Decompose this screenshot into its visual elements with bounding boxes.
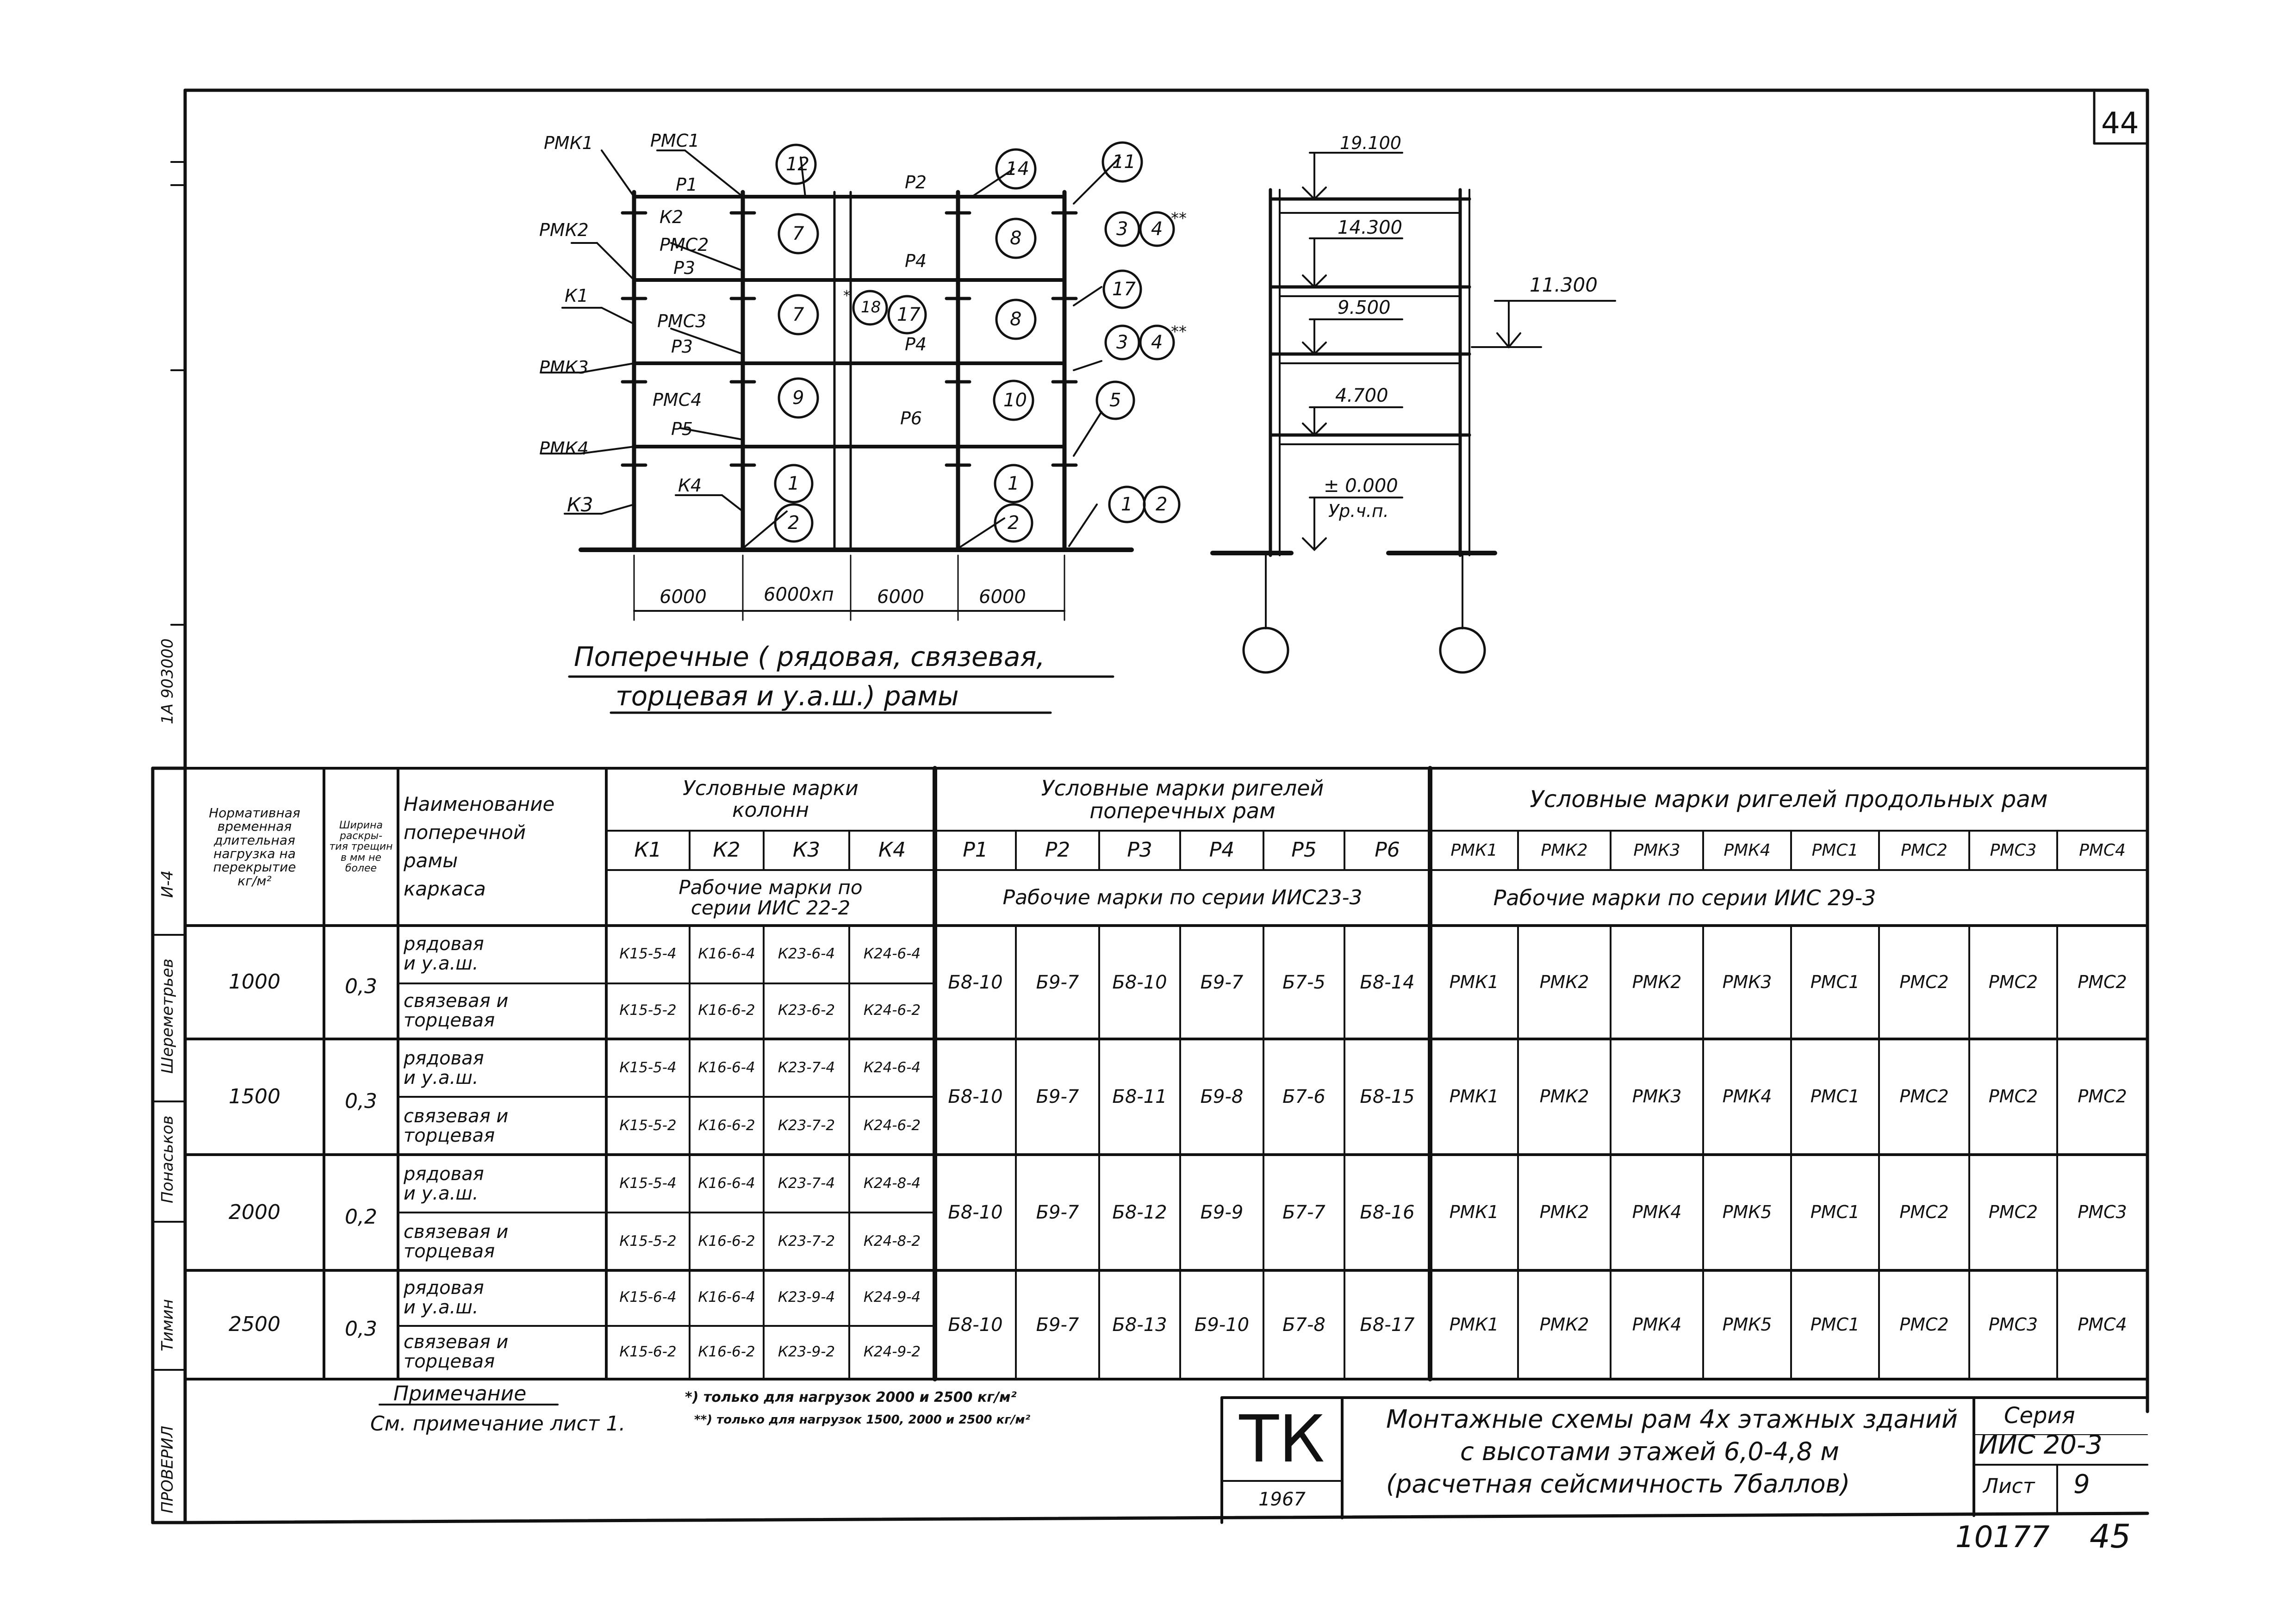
frame-title-line1: Поперечные ( рядовая, связевая,	[574, 641, 1045, 672]
archive-number: 10177	[1955, 1520, 2050, 1555]
column-mark: К15-6-4	[619, 1289, 677, 1306]
column-mark: К24-8-2	[863, 1233, 921, 1250]
cross-beam-mark: Б8-10	[948, 971, 1003, 993]
cross-beam-mark: Б9-10	[1194, 1314, 1250, 1336]
crack-width: 0,3	[345, 975, 377, 999]
header-long: РМС2	[1901, 840, 1948, 860]
circle-number: 1	[1008, 473, 1020, 494]
column-mark: К24-9-2	[863, 1343, 921, 1360]
header-long: РМС1	[1811, 840, 1859, 860]
notes-title: Примечание	[393, 1382, 527, 1405]
notes-star1: *) только для нагрузок 2000 и 2500 кг/м²	[685, 1389, 1017, 1405]
sidebar-text-c: Понаськов	[158, 1115, 177, 1203]
label-p5: Р5	[671, 419, 693, 439]
cross-beam-mark: Б8-13	[1112, 1314, 1167, 1336]
notes-line1: См. примечание лист 1.	[370, 1412, 626, 1436]
circle-number: 7	[792, 304, 804, 325]
column-mark: К24-6-4	[863, 1059, 921, 1076]
column-mark: К16-6-2	[698, 1233, 755, 1250]
notes-star2: **) только для нагрузок 1500, 2000 и 2500 кг/м²	[694, 1413, 1030, 1427]
long-beam-mark: РМС2	[1988, 1202, 2038, 1223]
column-mark: К23-7-4	[778, 1175, 835, 1192]
long-beam-mark: РМК1	[1449, 1086, 1499, 1107]
label-star2a: **	[1171, 209, 1187, 228]
long-beam-mark: РМС2	[1899, 1202, 1949, 1223]
level-mark: 19.100	[1340, 133, 1401, 153]
section-drawing	[1213, 190, 1495, 628]
cross-beam-mark: Б9-7	[1200, 971, 1244, 993]
tk-logo: ТК	[1239, 1401, 1325, 1477]
label-rmc3: РМС3	[657, 311, 707, 331]
frame-name: связевая и торцевая	[404, 990, 509, 1031]
header-load: Нормативная временная длительная нагрузка на перекрытие кг/м²	[209, 805, 300, 889]
label-rmk3: РМК3	[539, 357, 589, 378]
cross-beam-mark: Б9-8	[1200, 1086, 1244, 1107]
circle-number: 3	[1116, 332, 1128, 353]
span-dimension: 6000	[979, 586, 1026, 608]
sheet-value: 9	[2073, 1469, 2090, 1499]
level-mark: 14.300	[1338, 217, 1402, 238]
header-long: РМС3	[1990, 840, 2037, 860]
circle-number: 3	[1116, 218, 1128, 240]
cross-beam-mark: Б9-7	[1036, 971, 1079, 993]
circle-number: 8	[1010, 309, 1022, 330]
column-mark: К15-5-4	[619, 1059, 677, 1076]
column-mark: К15-6-2	[619, 1343, 677, 1360]
cross-beam-mark: Б8-10	[1112, 971, 1167, 993]
header-cross-series: Рабочие марки по серии ИИС23-3	[1002, 885, 1363, 909]
cross-beam-mark: Б7-5	[1282, 971, 1325, 993]
frame-name: рядовая и у.а.ш.	[404, 1277, 484, 1318]
circle-number: 2	[1156, 494, 1168, 515]
level-mark: Ур.ч.п.	[1328, 501, 1389, 521]
frame-drawing	[569, 192, 1132, 713]
label-k4: К4	[678, 475, 702, 496]
corner-sheet-number: 44	[2101, 106, 2139, 141]
level-mark: 4.700	[1335, 385, 1388, 406]
long-beam-mark: РМК4	[1722, 1086, 1772, 1107]
sidebar-text-top: 1А 903000	[158, 638, 177, 724]
column-mark: К15-5-2	[619, 1233, 677, 1250]
load-value: 1500	[229, 1084, 280, 1108]
header-cross: Р6	[1375, 838, 1400, 862]
circle-number: 4	[1151, 332, 1163, 353]
column-mark: К16-6-4	[698, 945, 755, 962]
header-col: К2	[713, 838, 740, 862]
cross-beam-mark: Б8-16	[1360, 1202, 1415, 1223]
header-cross: Р2	[1045, 838, 1070, 862]
column-mark: К23-6-2	[778, 1002, 835, 1019]
crack-width: 0,2	[345, 1205, 377, 1229]
label-rmk2: РМК2	[539, 220, 589, 240]
long-beam-mark: РМК2	[1539, 971, 1589, 992]
circle-number: 12	[786, 154, 809, 175]
long-beam-mark: РМС3	[2078, 1202, 2127, 1223]
long-beam-mark: РМС1	[1810, 971, 1860, 992]
column-mark: К23-7-2	[778, 1233, 835, 1250]
level-mark: 9.500	[1338, 297, 1391, 318]
column-mark: К24-9-4	[863, 1289, 921, 1306]
frame-name: рядовая и у.а.ш.	[404, 1047, 484, 1088]
long-beam-mark: РМС2	[1899, 1086, 1949, 1107]
label-p3a: Р3	[673, 258, 696, 278]
series-value: ИИС 20-3	[1979, 1430, 2103, 1460]
column-mark: К24-8-4	[863, 1175, 921, 1192]
column-mark: К15-5-2	[619, 1002, 677, 1019]
circle-number: 4	[1151, 218, 1163, 240]
long-beam-mark: РМК2	[1539, 1086, 1589, 1107]
cross-beam-mark: Б8-10	[948, 1202, 1003, 1223]
sidebar-text-d: Тимин	[158, 1299, 177, 1351]
long-beam-mark: РМК5	[1722, 1202, 1772, 1223]
sidebar-text-b: Шереметрьев	[158, 958, 177, 1074]
circle-number: 1	[788, 473, 800, 494]
span-dimension: 6000	[660, 586, 707, 608]
header-crack: Ширина раскры- тия трещин в мм не более	[329, 820, 393, 874]
tk-year: 1967	[1258, 1489, 1306, 1510]
frame-name: связевая и торцевая	[404, 1331, 509, 1373]
circle-number: 7	[792, 223, 804, 244]
long-beam-mark: РМК1	[1449, 1314, 1499, 1335]
circle-number: 8	[1010, 228, 1022, 249]
header-long: РМК2	[1541, 840, 1588, 860]
cross-beam-mark: Б8-15	[1360, 1086, 1415, 1107]
label-p4b: Р4	[905, 334, 927, 354]
label-k2: К2	[660, 207, 684, 227]
label-star2b: **	[1171, 323, 1187, 341]
long-beam-mark: РМС3	[1988, 1314, 2038, 1335]
circle-number: 17	[1112, 279, 1136, 300]
long-beam-mark: РМК4	[1632, 1314, 1682, 1335]
column-mark: К16-6-4	[698, 1289, 755, 1306]
cross-beam-mark: Б8-10	[948, 1314, 1003, 1336]
circle-number: 18	[861, 298, 881, 317]
label-p2: Р2	[905, 172, 927, 193]
crack-width: 0,3	[345, 1317, 377, 1341]
title-line1: Монтажные схемы рам 4х этажных зданий	[1386, 1405, 1958, 1434]
header-col: К3	[792, 838, 821, 862]
cross-beam-mark: Б8-12	[1112, 1202, 1167, 1223]
circle-number: 14	[1006, 158, 1029, 180]
long-beam-mark: РМС2	[2078, 1086, 2127, 1107]
long-beam-mark: РМК2	[1539, 1314, 1589, 1335]
long-beam-mark: РМК1	[1449, 971, 1499, 992]
load-value: 1000	[229, 970, 280, 994]
label-rmc1: РМС1	[650, 131, 700, 151]
long-beam-mark: РМК2	[1539, 1202, 1589, 1223]
column-mark: К23-6-4	[778, 945, 835, 962]
frame-name: связевая и торцевая	[404, 1105, 509, 1146]
cross-beam-mark: Б8-17	[1360, 1314, 1415, 1336]
cross-beam-mark: Б8-10	[948, 1086, 1003, 1107]
cross-beam-mark: Б7-7	[1282, 1202, 1325, 1223]
column-mark: К24-6-2	[863, 1117, 921, 1134]
long-beam-mark: РМК3	[1632, 1086, 1682, 1107]
column-mark: К16-6-4	[698, 1059, 755, 1076]
header-columns-title: Условные марки колонн	[683, 777, 859, 822]
label-p4a: Р4	[905, 251, 927, 271]
circle-number: 17	[897, 304, 921, 325]
header-cross: Р1	[963, 838, 988, 862]
column-mark: К15-5-4	[619, 1175, 677, 1192]
header-cross: Р3	[1127, 838, 1152, 862]
column-mark: К23-7-4	[778, 1059, 835, 1076]
column-mark: К16-6-2	[698, 1117, 755, 1134]
label-rmc2: РМС2	[660, 235, 709, 255]
circle-number: 11	[1112, 151, 1136, 173]
cross-beam-mark: Б7-8	[1282, 1314, 1325, 1336]
column-mark: К15-5-2	[619, 1117, 677, 1134]
cross-beam-mark: Б8-11	[1112, 1086, 1167, 1107]
title-line3: (расчетная сейсмичность 7баллов)	[1386, 1469, 1850, 1499]
header-col: К4	[878, 838, 906, 862]
column-mark: К23-7-2	[778, 1117, 835, 1134]
series-label: Серия	[2004, 1403, 2075, 1429]
label-rmk1: РМК1	[544, 133, 593, 153]
circle-number: 10	[1003, 390, 1027, 411]
span-dimension: 6000хп	[764, 584, 834, 605]
cross-beam-mark: Б9-7	[1036, 1314, 1079, 1336]
long-beam-mark: РМС4	[2078, 1314, 2127, 1335]
long-beam-mark: РМС1	[1810, 1314, 1860, 1335]
sidebar-text-e: ПРОВЕРИЛ	[158, 1425, 177, 1513]
cross-beam-mark: Б9-7	[1036, 1086, 1079, 1107]
label-rmk4: РМК4	[539, 438, 589, 459]
circle-number: 1	[1121, 494, 1133, 515]
label-p6: Р6	[900, 408, 922, 429]
label-star1: *	[843, 288, 850, 304]
frame-name: связевая и торцевая	[404, 1221, 509, 1262]
header-cross: Р5	[1291, 838, 1317, 862]
header-frame-name: Наименование поперечной рамы каркаса	[404, 793, 555, 900]
header-long: РМК1	[1450, 840, 1498, 860]
label-rmc4: РМС4	[653, 390, 702, 410]
column-mark: К24-6-4	[863, 945, 921, 962]
long-beam-mark: РМК1	[1449, 1202, 1499, 1223]
header-long-title: Условные марки ригелей продольных рам	[1530, 786, 2048, 813]
circle-number: 5	[1109, 390, 1121, 411]
circle-number: 9	[792, 387, 804, 409]
crack-width: 0,3	[345, 1089, 377, 1113]
label-k3: К3	[567, 493, 593, 516]
sidebar-text-a: И-4	[158, 870, 177, 898]
long-beam-mark: РМС1	[1810, 1202, 1860, 1223]
cross-beam-mark: Б9-9	[1200, 1202, 1244, 1223]
cross-beam-mark: Б8-14	[1360, 971, 1415, 993]
header-long: РМК4	[1724, 840, 1771, 860]
frame-title-line2: торцевая и у.а.ш.) рамы	[616, 680, 959, 712]
leader-lines	[541, 150, 1120, 548]
long-beam-mark: РМС2	[2078, 971, 2127, 992]
long-beam-mark: РМС2	[1988, 971, 2038, 992]
frame-name: рядовая и у.а.ш.	[404, 933, 484, 975]
column-mark: К16-6-2	[698, 1002, 755, 1019]
header-col: К1	[634, 838, 662, 862]
header-long-series: Рабочие марки по серии ИИС 29-3	[1493, 885, 1876, 910]
load-value: 2500	[229, 1312, 280, 1337]
title-line2: с высотами этажей 6,0-4,8 м	[1460, 1437, 1840, 1466]
frame-name: рядовая и у.а.ш.	[404, 1163, 484, 1204]
long-beam-mark: РМС1	[1810, 1086, 1860, 1107]
long-beam-mark: РМК4	[1632, 1202, 1682, 1223]
sheet-label: Лист	[1983, 1474, 2035, 1498]
header-long: РМК3	[1633, 840, 1680, 860]
level-mark-side: 11.300	[1530, 274, 1598, 296]
label-p3b: Р3	[671, 336, 693, 357]
cross-beam-mark: Б9-7	[1036, 1202, 1079, 1223]
header-cross-title: Условные марки ригелей поперечных рам	[1041, 776, 1324, 823]
column-mark: К23-9-4	[778, 1289, 835, 1306]
column-mark: К16-6-4	[698, 1175, 755, 1192]
circle-number: 2	[1008, 512, 1020, 534]
load-value: 2000	[229, 1200, 280, 1224]
long-beam-mark: РМК5	[1722, 1314, 1772, 1335]
page-number: 45	[2090, 1517, 2131, 1555]
long-beam-mark: РМК2	[1632, 971, 1682, 992]
long-beam-mark: РМС2	[1899, 971, 1949, 992]
column-mark: К15-5-4	[619, 945, 677, 962]
long-beam-mark: РМС2	[1899, 1314, 1949, 1335]
label-k1: К1	[565, 286, 589, 306]
level-mark: ± 0.000	[1324, 475, 1398, 497]
long-beam-mark: РМК3	[1722, 971, 1772, 992]
column-mark: К23-9-2	[778, 1343, 835, 1360]
cross-beam-mark: Б7-6	[1282, 1086, 1325, 1107]
header-columns-series: Рабочие марки по серии ИИС 22-2	[678, 876, 863, 919]
label-p1: Р1	[676, 174, 698, 195]
long-beam-mark: РМС2	[1988, 1086, 2038, 1107]
column-mark: К24-6-2	[863, 1002, 921, 1019]
header-long: РМС4	[2079, 840, 2126, 860]
circle-number: 2	[788, 512, 800, 534]
column-mark: К16-6-2	[698, 1343, 755, 1360]
span-dimension: 6000	[877, 586, 924, 608]
header-cross: Р4	[1209, 838, 1235, 862]
